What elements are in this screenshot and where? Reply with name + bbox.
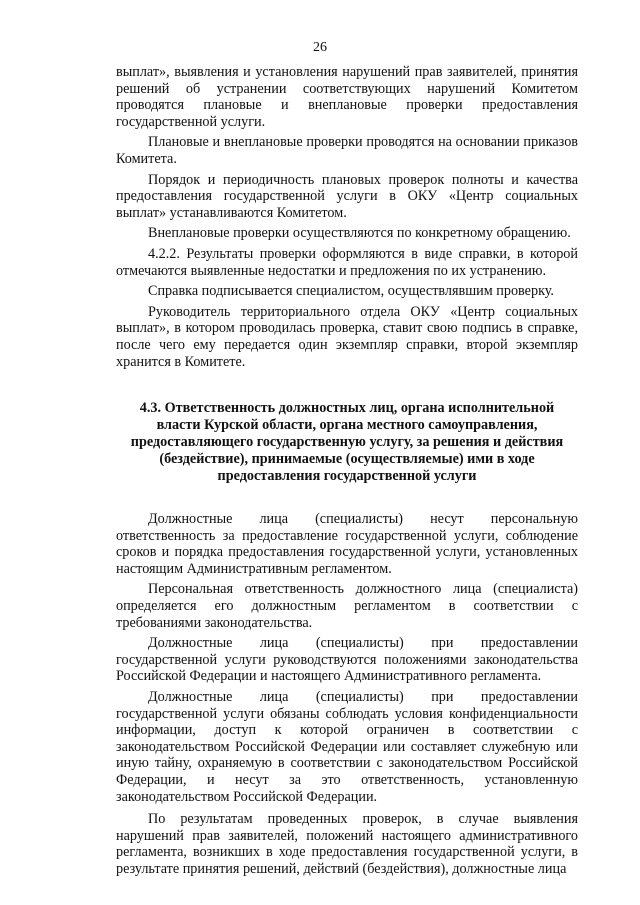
- document-body: [116, 64, 578, 882]
- paragraph: 4.2.2. Результаты проверки оформляются в виде справки, в которой отмечаются выявленные недостатки и предложения по их устранению.: [116, 245, 578, 279]
- paragraph: По результатам проведенных проверок, в случае выявления нарушений прав заявителей, положений настоящего административного регламента, возникших в ходе предоставления государственной услуги, в результате принятия решений, действий (бездействия), должностные лица: [116, 811, 578, 877]
- paragraph: Персональная ответственность должностного лица (специалиста) определяется его должностным регламентом в соответствии с требованиями законодательства.: [116, 581, 578, 631]
- section-after: [116, 511, 578, 877]
- page-number: 26: [313, 40, 327, 55]
- paragraph: Должностные лица (специалисты) несут персональную ответственность за предоставление государственной услуги, соблюдение сроков и порядка предоставления государственной услуги, установленных настоящим Административным регламентом.: [116, 511, 578, 577]
- paragraph: Внеплановые проверки осуществляются по конкретному обращению.: [148, 225, 571, 242]
- paragraph: Порядок и периодичность плановых проверок полноты и качества предоставления государственной услуги в ОКУ «Центр социальных выплат» устанавливаются Комитетом.: [116, 171, 578, 221]
- paragraph: выплат», выявления и установления нарушений прав заявителей, принятия решений об устранении соответствующих нарушений Комитетом проводятся плановые и внеплановые проверки предоставления государственной услуги.: [116, 64, 578, 130]
- section-before: [116, 64, 578, 370]
- paragraph: Руководитель территориального отдела ОКУ «Центр социальных выплат», в котором проводилась проверка, ставит свою подпись в справке, после чего ему передается один экземпляр справки, второй экземпляр хранится в Комитете.: [116, 303, 578, 370]
- paragraph: Должностные лица (специалисты) при предоставлении государственной услуги обязаны соблюдать условия конфиденциальности информации, доступ к которой ограничен в соответствии с законодательством Российской Федерации или составляет служебную или иную тайну, охраняемую в соответствии с законодательством Российской Федерации, и несут за это ответственность, установленную законодательством Российской Федерации.: [116, 689, 578, 805]
- section-heading: 4.3. Ответственность должностных лиц, органа исполнительной власти Курской области, органа местного самоуправления, предоставляющего государственную услугу, за решения и действия (бездействие), принимаемые (осуществляемые) ими в ходе предоставления государственной услуги: [130, 400, 564, 485]
- paragraph: Должностные лица (специалисты) при предоставлении государственной услуги руководствуются положениями законодательства Российской Федерации и настоящего Административного регламента.: [116, 635, 578, 685]
- paragraph: Справка подписывается специалистом, осуществлявшим проверку.: [148, 283, 554, 300]
- paragraph: Плановые и внеплановые проверки проводятся на основании приказов Комитета.: [116, 134, 578, 167]
